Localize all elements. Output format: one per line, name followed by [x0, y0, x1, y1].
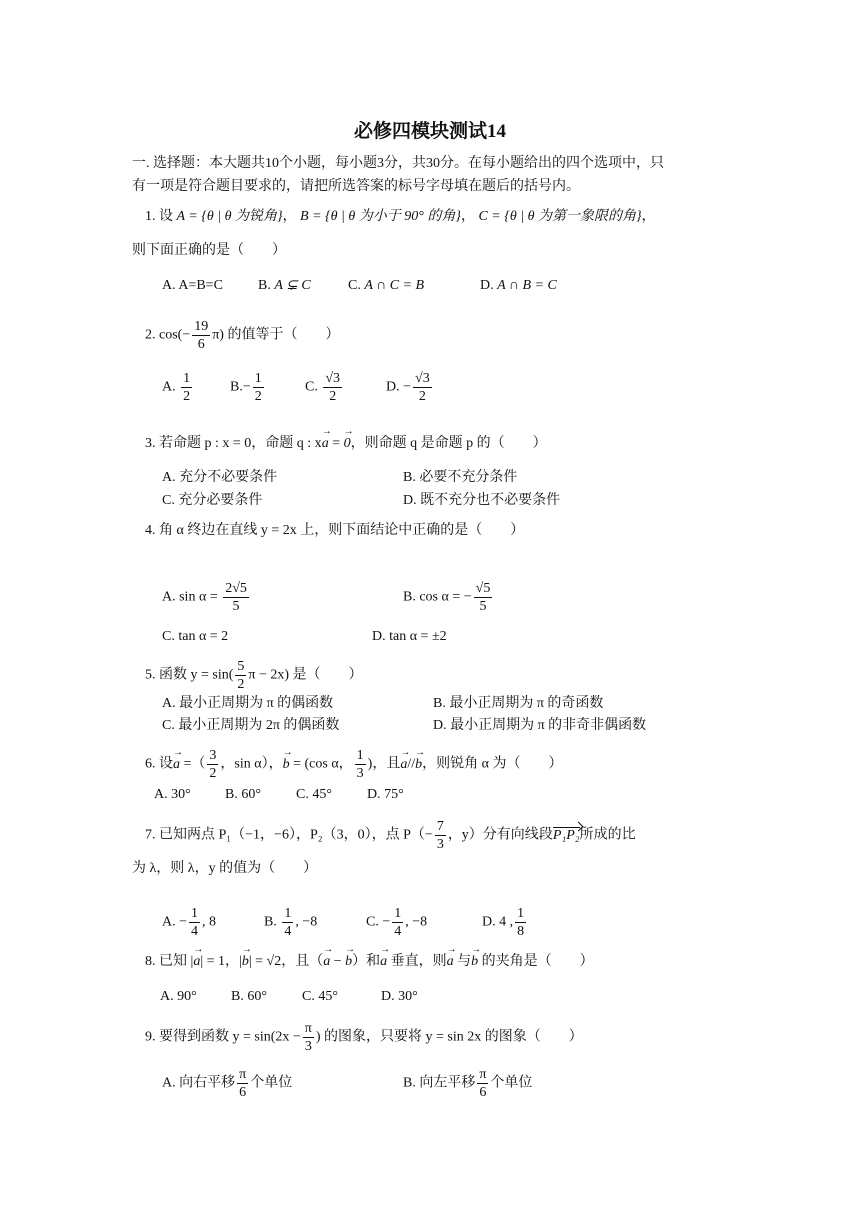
question-5-option-d: D. 最小正周期为 π 的非奇非偶函数 — [433, 718, 647, 733]
question-4-option-b — [403, 580, 494, 615]
question-7-option-a — [162, 905, 216, 940]
question-7-stem — [145, 818, 636, 853]
q2-opt-c-label: C. — [305, 379, 318, 395]
q6-frac-2 — [355, 747, 366, 782]
question-5-option-b: B. 最小正周期为 π 的奇函数 — [433, 696, 604, 711]
question-3-option-d: D. 既不充分也不必要条件 — [403, 493, 561, 508]
q6-vector-b: → b — [283, 756, 290, 774]
question-3-stem — [145, 435, 547, 453]
question-6-option-c: C. 45° — [296, 787, 332, 802]
q2-opt-d-num: √3 — [415, 371, 430, 386]
question-9-option-b — [403, 1066, 532, 1101]
q8-stem-e: ）和 — [352, 954, 381, 969]
q5-frac-num: 5 — [237, 659, 245, 674]
q2-opt-a-label: A. — [162, 379, 176, 395]
q4-opt-b-den: 5 — [479, 599, 487, 614]
q7-opt-c-frac — [392, 905, 403, 940]
q8-vector-a: → a — [193, 953, 200, 971]
q2-opt-d-frac — [413, 370, 432, 405]
q3-stem-a: 3. 若命题 p : x = 0，命题 q : x — [145, 436, 322, 451]
q2-opt-d-label: D. − — [386, 379, 412, 395]
q9-opt-a-num: π — [239, 1067, 247, 1082]
q4-opt-b-frac — [474, 580, 493, 615]
q7-opt-a-post: , 8 — [202, 914, 217, 930]
q8-stem-a: 8. 已知 | — [145, 954, 194, 969]
question-5-option-a: A. 最小正周期为 π 的偶函数 — [162, 696, 334, 711]
q9-opt-b-frac — [477, 1066, 488, 1101]
question-6-stem — [145, 747, 562, 782]
question-1-option-a: A. A=B=C — [162, 278, 223, 293]
q2-opt-b-label: B.− — [230, 379, 251, 395]
q7-opt-b-num: 1 — [284, 906, 292, 921]
question-1-stem: 1. 设 A = {θ | θ 为锐角}， B = {θ | θ 为小于 90° 的角}， C = {θ | θ 为第一象限的角}， — [145, 209, 656, 224]
q5-frac-den: 2 — [237, 677, 245, 692]
question-8-option-b: B. 60° — [231, 989, 267, 1004]
q7-opt-a-den: 4 — [191, 924, 199, 939]
q1-opt-c-expr: A ∩ C = B — [364, 278, 425, 293]
question-1-stem-cont: 则下面正确的是（ ） — [132, 243, 286, 258]
q2-opt-a-den: 2 — [183, 389, 191, 404]
q3-vector-a: → a — [322, 435, 329, 453]
q6-vector-a: → a — [173, 756, 180, 774]
q7-opt-c-den: 4 — [394, 924, 402, 939]
q9-opt-b-num: π — [479, 1067, 487, 1082]
q7-opt-d-pre: D. 4 , — [482, 914, 514, 930]
q6-stem-d: = (cos α， — [289, 756, 353, 772]
q1-set-b: B = {θ | θ 为小于 90° 的角} — [300, 209, 461, 224]
q4-opt-b-num: √5 — [475, 581, 491, 596]
q2-opt-c-frac — [323, 370, 342, 405]
q8-vector-a3: → a — [380, 953, 387, 971]
q1-opt-d-expr: A ∩ B = C — [497, 278, 557, 293]
q6-vector-a2: → a — [400, 756, 407, 774]
q6-frac1-den: 2 — [209, 766, 217, 781]
q2-frac-den: 6 — [197, 337, 205, 352]
q9-opt-b-den: 6 — [479, 1085, 487, 1100]
question-6-option-d: D. 75° — [367, 787, 404, 802]
q3-stem-c: ，则命题 q 是命题 p 的（ ） — [350, 436, 547, 451]
question-8-stem — [145, 953, 594, 971]
q8-vector-b3: → b — [471, 953, 478, 971]
q8-stem-g: 与 — [453, 954, 472, 969]
q4-opt-a-den: 5 — [232, 599, 240, 614]
q4-opt-a-frac — [223, 580, 249, 615]
q1-set-c: C = {θ | θ 为第一象限的角} — [478, 209, 642, 224]
question-1-option-b — [258, 277, 311, 295]
question-3-option-c: C. 充分必要条件 — [162, 493, 263, 508]
page-title: 必修四模块测试14 — [353, 121, 506, 142]
question-1-option-d — [480, 277, 557, 295]
q7-segment: P₁P₂ — [552, 827, 580, 843]
question-2-option-a — [162, 370, 194, 405]
q9-opt-a-post: 个单位 — [250, 1075, 293, 1091]
q3-zero-vector: → 0 — [344, 435, 351, 453]
q6-stem-f: // — [407, 756, 416, 772]
q9-opt-a-pre: A. 向右平移 — [162, 1075, 236, 1091]
q6-frac1-num: 3 — [209, 748, 217, 763]
q6-stem-g: ，则锐角 α 为（ ） — [422, 756, 563, 772]
q2-opt-d-den: 2 — [418, 389, 426, 404]
q1-set-a: A = {θ | θ 为锐角} — [176, 209, 283, 224]
question-4-stem: 4. 角 α 终边在直线 y = 2x 上，则下面结论中正确的是（ ） — [145, 523, 525, 538]
q1-opt-b-label: B. — [258, 278, 271, 293]
q7-opt-d-num: 1 — [517, 906, 525, 921]
q1-opt-d-label: D. — [480, 278, 494, 293]
question-7-stem-cont: 为 λ，则 λ，y 的值为（ ） — [132, 861, 318, 876]
q8-vector-b: → b — [242, 953, 249, 971]
q1-opt-b-expr: A ⊊ C — [274, 278, 311, 293]
q9-stem-b: ) 的图象，只要将 y = sin 2x 的图象（ ） — [315, 1029, 583, 1045]
q9-opt-a-frac — [237, 1066, 248, 1101]
question-8-option-d: D. 30° — [381, 989, 418, 1004]
q6-frac2-den: 3 — [356, 766, 364, 781]
q9-opt-a-den: 6 — [239, 1085, 247, 1100]
q9-stem-a: 9. 要得到函数 y = sin(2x − — [145, 1029, 301, 1045]
q7-opt-d-frac — [515, 905, 526, 940]
q7-opt-a-frac — [189, 905, 200, 940]
q8-vector-b2: → b — [345, 953, 352, 971]
q2-opt-a-frac — [181, 370, 192, 405]
q7-opt-a-pre: A. − — [162, 914, 188, 930]
question-7-option-d — [482, 905, 528, 940]
q7-stem-a: 7. 已知两点 P₁（−1，−6），P₂（3，0），点 P（− — [145, 827, 433, 843]
q8-stem-b: | = 1，| — [200, 954, 242, 969]
q7-frac-den: 3 — [436, 837, 444, 852]
question-2-option-c — [305, 370, 344, 405]
q2-opt-b-den: 2 — [254, 389, 262, 404]
q7-opt-b-frac — [282, 905, 293, 940]
q7-opt-b-post: , −8 — [295, 914, 318, 930]
q9-opt-b-pre: B. 向左平移 — [403, 1075, 476, 1091]
q7-opt-b-pre: B. — [264, 914, 277, 930]
q7-opt-c-pre: C. − — [366, 914, 391, 930]
q7-opt-c-num: 1 — [394, 906, 402, 921]
q9-fraction — [303, 1020, 314, 1055]
q7-frac-num: 7 — [436, 819, 444, 834]
question-4-option-c: C. tan α = 2 — [162, 629, 229, 644]
question-1-option-c — [348, 277, 424, 295]
section-intro-line2: 有一项是符合题目要求的，请把所选答案的标号字母填在题后的括号内。 — [132, 179, 580, 194]
q4-opt-a-pre: A. sin α = — [162, 589, 222, 605]
q7-opt-d-den: 8 — [517, 924, 525, 939]
question-2-option-b — [230, 370, 266, 405]
question-4-option-d: D. tan α = ±2 — [372, 629, 447, 644]
q8-stem-f: 垂直，则 — [387, 954, 447, 969]
q2-prefix: 2. — [145, 327, 156, 343]
q7-stem-c: 所成的比 — [579, 827, 636, 843]
question-3-option-a: A. 充分不必要条件 — [162, 470, 278, 485]
q4-opt-a-num: 2√5 — [225, 581, 247, 596]
section-intro-line1: 一. 选择题：本大题共10个小题，每小题3分，共30分。在每小题给出的四个选项中，只 — [132, 156, 664, 171]
q7-opt-b-den: 4 — [284, 924, 292, 939]
q9-opt-b-post: 个单位 — [490, 1075, 533, 1091]
q8-vector-a4: → a — [447, 953, 454, 971]
q1-opt-c-label: C. — [348, 278, 361, 293]
q6-frac2-num: 1 — [356, 748, 364, 763]
question-3-option-b: B. 必要不充分条件 — [403, 470, 518, 485]
q5-stem-a: 5. 函数 y = sin( — [145, 667, 234, 683]
q7-opt-c-post: , −8 — [405, 914, 428, 930]
q9-frac-num: π — [304, 1021, 312, 1036]
q2-opt-a-num: 1 — [183, 371, 191, 386]
q5-stem-b: π − 2x) 是（ ） — [248, 667, 363, 683]
q5-fraction — [235, 658, 246, 693]
q9-frac-den: 3 — [304, 1039, 312, 1054]
question-8-option-c: C. 45° — [302, 989, 338, 1004]
question-7-option-b — [264, 905, 317, 940]
q7-fraction — [435, 818, 446, 853]
q2-opt-c-den: 2 — [329, 389, 337, 404]
q6-stem-e: )，且 — [367, 756, 401, 772]
q2-frac-num: 19 — [194, 319, 209, 334]
q8-stem-h: 的夹角是（ ） — [478, 954, 594, 969]
q2-opt-c-num: √3 — [325, 371, 341, 386]
question-5-option-c: C. 最小正周期为 2π 的偶函数 — [162, 718, 340, 733]
q2-func: cos(− — [159, 327, 191, 343]
question-8-option-a: A. 90° — [160, 989, 197, 1004]
q8-stem-c: | = √2，且（ — [248, 954, 324, 969]
question-7-option-c — [366, 905, 427, 940]
question-2-stem — [145, 318, 339, 353]
q3-stem-b: = — [328, 436, 344, 451]
q6-stem-b: =（ — [180, 756, 206, 772]
q7-opt-a-num: 1 — [191, 906, 199, 921]
q6-frac-1 — [207, 747, 218, 782]
q8-stem-d: − — [330, 954, 346, 969]
q6-stem-a: 6. 设 — [145, 756, 173, 772]
question-9-stem — [145, 1020, 583, 1055]
question-4-option-a — [162, 580, 251, 615]
q1-prefix: 1. 设 — [145, 209, 177, 224]
q2-tail: π) 的值等于（ ） — [212, 327, 340, 343]
q6-vector-b2: → b — [415, 756, 422, 774]
q4-opt-b-pre: B. cos α = − — [403, 589, 472, 605]
q6-stem-c: ，sin α）， — [220, 756, 283, 772]
q7-stem-b: ，y）分有向线段 — [447, 827, 553, 843]
question-2-option-d — [386, 370, 434, 405]
question-6-option-b: B. 60° — [225, 787, 261, 802]
q2-opt-b-num: 1 — [254, 371, 262, 386]
q2-fraction — [192, 318, 210, 353]
question-5-stem — [145, 658, 363, 693]
question-9-option-a — [162, 1066, 292, 1101]
q8-vector-a2: → a — [323, 953, 330, 971]
q2-opt-b-frac — [253, 370, 264, 405]
question-6-option-a: A. 30° — [154, 787, 191, 802]
